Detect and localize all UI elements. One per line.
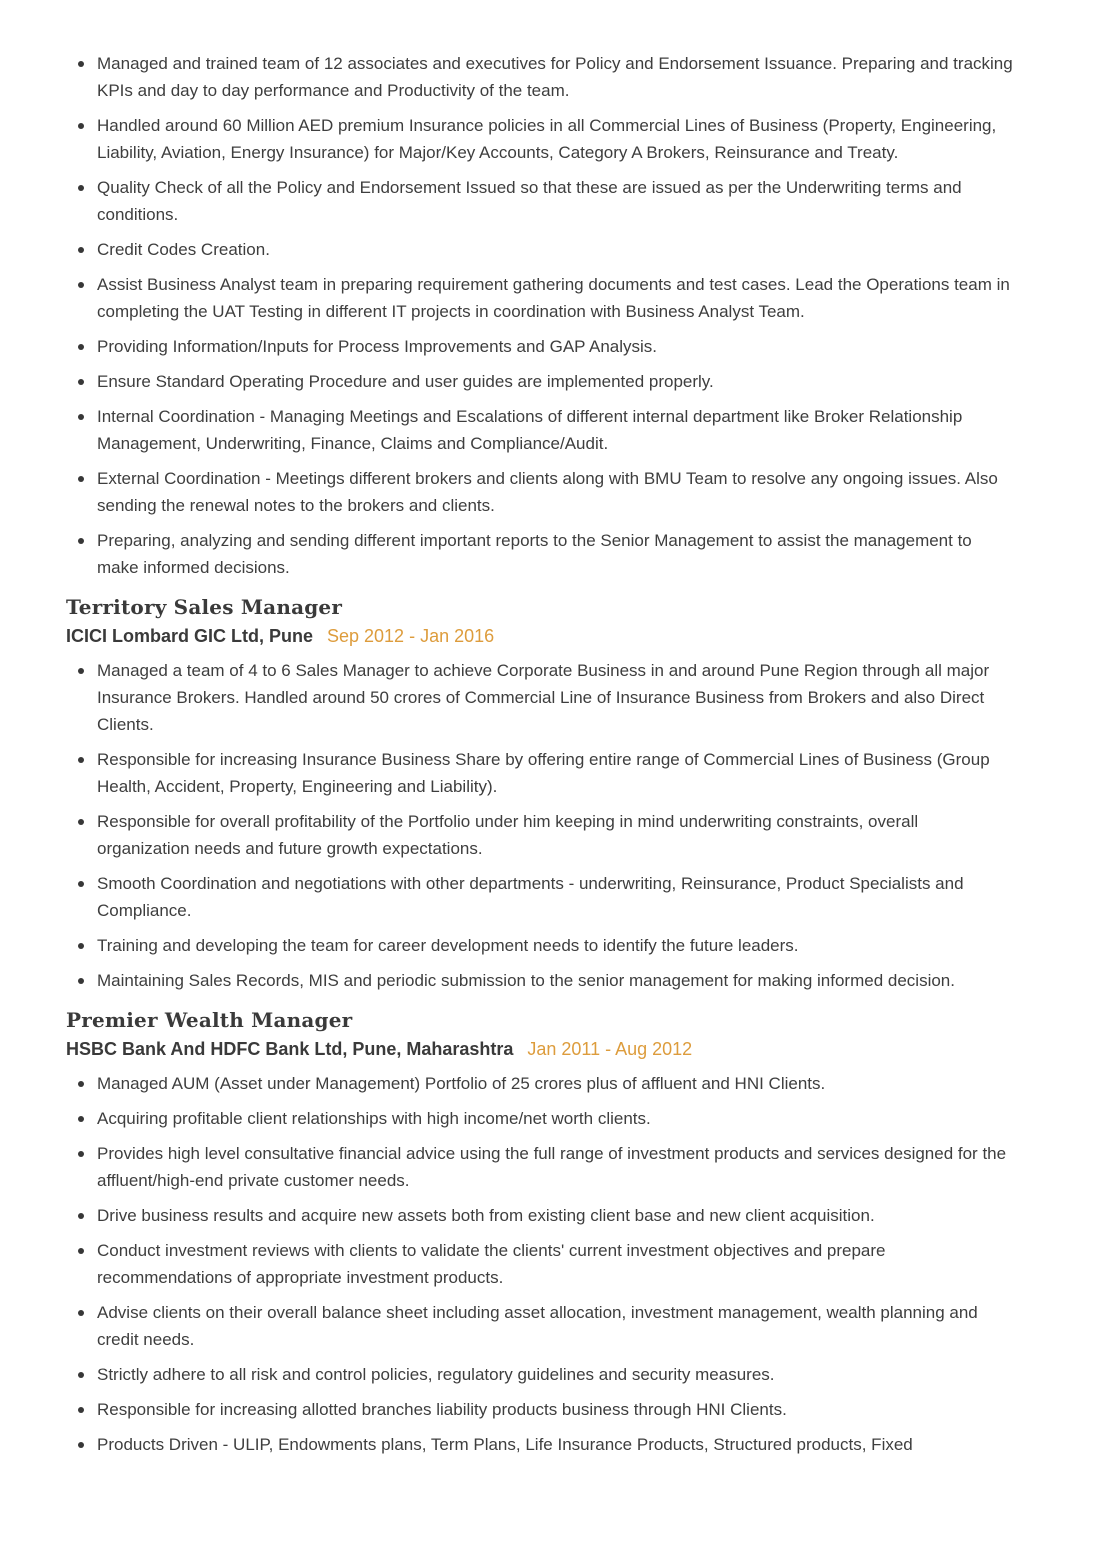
bullet-item: Responsible for overall profitability of the Portfolio under him keeping in mind underwriting constraints, overall organization needs and future growth expectations. (66, 808, 1014, 862)
bullet-item: Maintaining Sales Records, MIS and periodic submission to the senior management for making informed decision. (66, 967, 1014, 994)
bullet-item: Preparing, analyzing and sending different important reports to the Senior Management to assist the management to make informed decisions. (66, 527, 1014, 581)
bullet-item: Handled around 60 Million AED premium Insurance policies in all Commercial Lines of Business (Property, Engineering, Liability, Aviation, Energy Insurance) for Major/Key Accounts, Category A Brokers, Reinsurance and Treaty. (66, 112, 1014, 166)
bullet-item: Advise clients on their overall balance sheet including asset allocation, investment management, wealth planning and credit needs. (66, 1299, 1014, 1353)
bullet-item: Credit Codes Creation. (66, 236, 1014, 263)
bullet-item: Training and developing the team for career development needs to identify the future leaders. (66, 932, 1014, 959)
bullet-item: Responsible for increasing Insurance Business Share by offering entire range of Commercial Lines of Business (Group Health, Accident, Property, Engineering and Liability). (66, 746, 1014, 800)
job-title: Premier Wealth Manager (66, 1008, 353, 1032)
job-section-continued (66, 50, 1014, 581)
bullet-item: External Coordination - Meetings different brokers and clients along with BMU Team to resolve any ongoing issues. Also sending the renewal notes to the brokers and clients. (66, 465, 1014, 519)
bullet-list (66, 50, 1014, 581)
bullet-item: Responsible for increasing allotted branches liability products business through HNI Clients. (66, 1396, 1014, 1423)
bullet-item: Smooth Coordination and negotiations with other departments - underwriting, Reinsurance, Product Specialists and Compliance. (66, 870, 1014, 924)
bullet-item: Conduct investment reviews with clients to validate the clients' current investment objectives and prepare recommendations of appropriate investment products. (66, 1237, 1014, 1291)
bullet-item: Providing Information/Inputs for Process Improvements and GAP Analysis. (66, 333, 1014, 360)
company-name: HSBC Bank And HDFC Bank Ltd, Pune, Maharashtra (66, 1039, 514, 1059)
bullet-list (66, 657, 1014, 994)
bullet-item: Ensure Standard Operating Procedure and user guides are implemented properly. (66, 368, 1014, 395)
company-name: ICICI Lombard GIC Ltd, Pune (66, 626, 313, 646)
bullet-item: Provides high level consultative financial advice using the full range of investment products and services designed for the affluent/high-end private customer needs. (66, 1140, 1014, 1194)
bullet-list (66, 1070, 1014, 1458)
bullet-item: Managed and trained team of 12 associates and executives for Policy and Endorsement Issuance. Preparing and tracking KPIs and day to day performance and Productivity of the team. (66, 50, 1014, 104)
bullet-item: Internal Coordination - Managing Meetings and Escalations of different internal department like Broker Relationship Management, Underwriting, Finance, Claims and Compliance/Audit. (66, 403, 1014, 457)
bullet-item: Acquiring profitable client relationships with high income/net worth clients. (66, 1105, 1014, 1132)
date-range: Sep 2012 - Jan 2016 (327, 626, 495, 646)
bullet-item: Products Driven - ULIP, Endowments plans, Term Plans, Life Insurance Products, Structured products, Fixed (66, 1431, 1014, 1458)
job-title: Territory Sales Manager (66, 595, 343, 619)
job-section (66, 1007, 1014, 1458)
bullet-item: Drive business results and acquire new assets both from existing client base and new client acquisition. (66, 1202, 1014, 1229)
job-section (66, 594, 1014, 994)
bullet-item: Quality Check of all the Policy and Endorsement Issued so that these are issued as per the Underwriting terms and conditions. (66, 174, 1014, 228)
bullet-item: Strictly adhere to all risk and control policies, regulatory guidelines and security measures. (66, 1361, 1014, 1388)
company-line (66, 624, 1014, 648)
bullet-item: Managed AUM (Asset under Management) Portfolio of 25 crores plus of affluent and HNI Clients. (66, 1070, 1014, 1097)
date-range: Jan 2011 - Aug 2012 (527, 1039, 693, 1059)
company-line (66, 1037, 1014, 1061)
bullet-item: Assist Business Analyst team in preparing requirement gathering documents and test cases. Lead the Operations team in completing the UAT Testing in different IT projects in coordination with Business Analyst Team. (66, 271, 1014, 325)
bullet-item: Managed a team of 4 to 6 Sales Manager to achieve Corporate Business in and around Pune Region through all major Insurance Brokers. Handled around 50 crores of Commercial Line of Insurance Business from Brokers and also Direct Clients. (66, 657, 1014, 738)
